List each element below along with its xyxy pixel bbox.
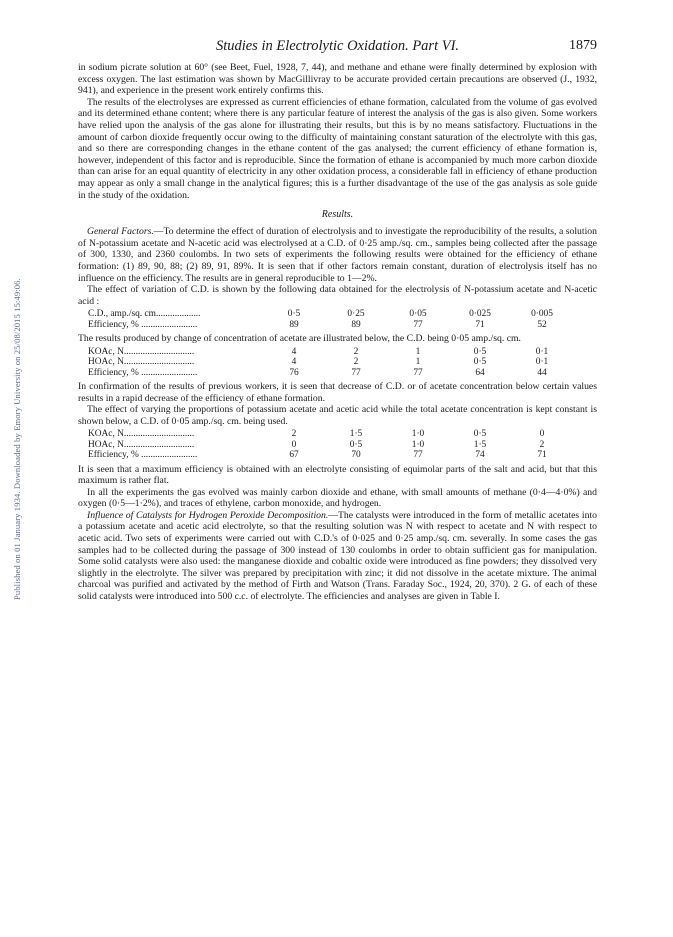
cell: 2 (539, 439, 545, 450)
cell: 71 (475, 319, 485, 330)
proportion-table (88, 429, 573, 460)
results-heading: Results. (321, 209, 354, 221)
cell: 1·0 (411, 439, 425, 450)
cell: 0·5 (473, 346, 487, 357)
cell: 77 (413, 367, 423, 378)
cell: 67 (289, 450, 299, 461)
general-factors-text: —To determine the effect of duration of electrolysis and to investigate the reproducibility of the results, a solution of N-potassium acetate and N-acetic acid was electrolysed at a C.D. of 0·25 amp./sq. cm., samples being collected after the passage of 300, 1330, and 2360 coulombs. In two sets of experiments the following results were obtained for the efficiency of ethane formation: (1) 89, 90, 88; (2) 89, 91, 89%. It is seen that if other factors remain constant, duration of electrolysis itself has no influence on the efficiency. The results are in general reproducible to 1—2%. (78, 226, 597, 284)
cell: 52 (537, 319, 547, 330)
confirmation-paragraph: In confirmation of the results of previous workers, it is seen that decrease of C.D. or of acetate concentration below certain values results in a rapid decrease of the efficiency of ethane formation. (78, 380, 597, 404)
cell: 64 (475, 367, 485, 378)
general-factors-paragraph (78, 226, 597, 284)
cell: 1·5 (349, 429, 363, 440)
cell: 1 (415, 346, 421, 357)
cell: 0·5 (287, 309, 301, 320)
table-row (88, 320, 573, 330)
row-label: C.D., amp./sq. cm................... (88, 309, 201, 320)
table-row (88, 450, 573, 460)
intro-paragraph-1: in sodium picrate solution at 60° (see Beet, Fuel, 1928, 7, 44), and methane and ethane were finally determined by explosion with excess oxygen. The last estimation was shown by MacGillivray to be accurate provided certain precautions are observed (J., 1932, 941), and experience in the present work entirely confirms this. (78, 62, 597, 97)
running-header (78, 36, 597, 62)
gas-paragraph: In all the experiments the gas evolved was mainly carbon dioxide and ethane, with small amounts of methane (0·4—4·0%) and oxygen (0·5—1·2%), and traces of ethylene, carbon monoxide, and hydrogen. (78, 486, 597, 510)
intro-paragraph-2: The results of the electrolyses are expressed as current efficiencies of ethane formation, calculated from the volume of gas evolved and its determined ethane content; where there is any particular feature of interest the analysis of the gas is also given. Some workers have relied upon the analysis of the gas alone for illustrating their results, but this is by no means satisfactory. Fluctuations in the amount of carbon dioxide frequently occur owing to the difficulty of maintaining constant saturation of the electrolyte with this gas, and so there are corresponding changes in the ethane content of the gas analysed; the current efficiency of ethane formation is, however, independent of this factor and is reproducible. Since the formation of ethane is accompanied by much more carbon dioxide than can arise for an equal quantity of electricity in any other oxidation process, a considerable fall in efficiency of ethane production may appear as only a small change in the analytical figures; this is a further disadvantage of the use of the gas analysis as sole guide in the study of the oxidation. (78, 96, 597, 201)
cell: 2 (353, 357, 359, 368)
row-label: KOAc, N.............................. (88, 346, 195, 357)
download-notice (4, 160, 20, 600)
paper-page (78, 36, 597, 603)
cell: 0·1 (535, 357, 549, 368)
current-density-table (88, 309, 573, 330)
catalysts-lead: Influence of Catalysts for Hydrogen Peroxide Decomposition. (87, 509, 329, 521)
cell: 0 (291, 439, 297, 450)
catalysts-text: —The catalysts were introduced in the form of metallic acetates into a potassium acetate and acetic acid electrolyte, so that the resulting solution was N with respect to acetate and N with respect to acetic acid. Two sets of experiments were carried out with C.D.'s of 0·025 and 0·25 amp./sq. cm. severally. In some cases the gas samples had to be collected during the passage of 300 instead of 130 coulombs in order to obtain sufficient gas for manipulation. Some solid catalysts were also used: the manganese dioxide and cobaltic oxide were introduced as fine powders; they dissolved very slightly in the electrolyte. The silver was prepared by precipitation with zinc; it did not dissolve in the acetate mixture. The animal charcoal was purified and activated by the method of Firth and Watson (Trans. Faraday Soc., 1924, 20, 370). 2 G. of each of these solid catalysts were introduced into 500 c.c. of electrolyte. The efficiencies and analyses are given in Table I. (78, 509, 597, 603)
cell: 0·025 (469, 309, 491, 320)
cell: 0·5 (473, 357, 487, 368)
maximum-paragraph: It is seen that a maximum efficiency is obtained with an electrolyte consisting of equimolar parts of the salt and acid, but that this maximum is rather flat. (78, 463, 597, 487)
concentration-intro: The results produced by change of concentration of acetate are illustrated below, the C.D. being 0·05 amp./sq. cm. (78, 333, 521, 345)
cell: 0·5 (349, 439, 363, 450)
general-factors-lead: General Factors. (87, 226, 154, 238)
row-label: HOAc, N.............................. (88, 439, 195, 450)
cell: 4 (291, 346, 297, 357)
running-title: Studies in Electrolytic Oxidation. Part VI. (215, 38, 460, 54)
cell: 74 (475, 450, 485, 461)
table-row (88, 309, 573, 319)
row-label: Efficiency, % ........................ (88, 319, 198, 330)
cell: 0·1 (535, 346, 549, 357)
cell: 77 (351, 367, 361, 378)
download-notice-text: Published on 01 January 1934. Downloaded by Emory University on 25/08/2015 15:49:06. (12, 278, 22, 600)
page-number: 1879 (569, 38, 597, 53)
cell: 76 (289, 367, 299, 378)
table-row (88, 357, 573, 367)
cell: 4 (291, 357, 297, 368)
cell: 44 (537, 367, 547, 378)
table-row (88, 429, 573, 439)
current-density-intro: The effect of variation of C.D. is shown by the following data obtained for the electrolysis of N-potassium acetate and N-acetic acid : (78, 284, 597, 307)
row-label: KOAc, N.............................. (88, 429, 195, 440)
cell: 70 (351, 450, 361, 461)
cell: 1·0 (411, 429, 425, 440)
cell: 89 (289, 319, 299, 330)
table-row (88, 368, 573, 378)
proportion-intro: The effect of varying the proportions of potassium acetate and acetic acid while the total acetate concentration is kept constant is shown below, a C.D. of 0·05 amp./sq. cm. being used. (78, 404, 597, 427)
cell: 0·25 (347, 309, 365, 320)
row-label: HOAc, N.............................. (88, 357, 195, 368)
cell: 1 (415, 357, 421, 368)
cell: 2 (291, 429, 297, 440)
table-row (88, 440, 573, 450)
cell: 0 (539, 429, 545, 440)
cell: 89 (351, 319, 361, 330)
cell: 1·5 (473, 439, 487, 450)
row-label: Efficiency, % ........................ (88, 367, 198, 378)
cell: 0·5 (473, 429, 487, 440)
concentration-table (88, 347, 573, 378)
row-label: Efficiency, % ........................ (88, 450, 198, 461)
cell: 0·05 (409, 309, 427, 320)
cell: 77 (413, 450, 423, 461)
cell: 2 (353, 346, 359, 357)
cell: 0·005 (531, 309, 553, 320)
catalysts-paragraph (78, 510, 597, 603)
cell: 71 (537, 450, 547, 461)
cell: 77 (413, 319, 423, 330)
table-row (88, 347, 573, 357)
